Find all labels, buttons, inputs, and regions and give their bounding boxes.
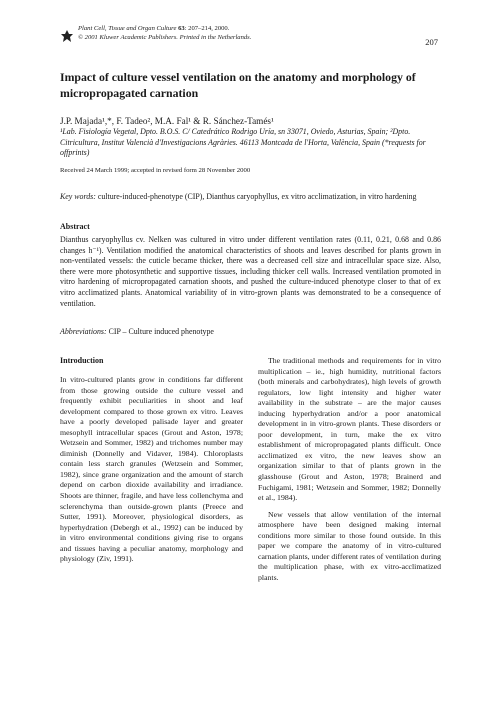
journal-name: Plant Cell, Tissue and Organ Culture — [78, 25, 177, 32]
abbreviations-label: Abbreviations: — [60, 327, 107, 336]
abstract-text: Dianthus caryophyllus cv. Nelken was cultured in vitro under different ventilation rates (0.11, 0.21, 0.68 and 0.86 changes h⁻¹). Ventilation modified the anatomical characteristics of shoots and leaves described for plants grown in non-ventilated vessels: the cuticle became thicker, there was a decreased cell size and intracellular space size. Also, there were more photosynthetic and supportive tissues, including thicker cell walls. Increased ventilation promoted in vitro hardening of micropropagated carnation shoots, and pushed the culture-induced phenotype closer to that of ex vitro acclimatized plants. Anatomical variability of in vitro-grown plants was demonstrated to be a consequence of ventilation. — [60, 235, 441, 308]
introduction-heading: Introduction — [60, 356, 104, 365]
keywords — [60, 192, 440, 202]
page-number: 207 — [425, 37, 438, 47]
article-title: Impact of culture vessel ventilation on the anatomy and morphology of micropropagated carnation — [60, 70, 416, 100]
intro-paragraph-3: New vessels that allow ventilation of the internal atmosphere have been designed making internal conditions more similar to those found outside. In this paper we compare the anatomy of in vitro-cultured carnation plants, under different rates of ventilation during the multiplication phase, with ex vitro-acclimatized plants. — [258, 509, 441, 582]
journal-header — [78, 25, 251, 42]
intro-paragraph-1: In vitro-cultured plants grow in conditions far different from those growing outside the culture vessel and frequently exhibit peculiarities in shoot and leaf development compared to those grown ex vitro. Leaves have a poorly developed palisade layer and greater mesophyll intracellular spaces (Grout and Aston, 1978; Wetzsein and Sommer, 1982) and trichomes number may diminish (Donnelly and Vidaver, 1984). Chloroplasts contain less starch granules (Wetzsein and Sommer, 1982), since grane organization and the amount of starch depend on carbon dioxide availability and irradiance. Shoots are thinner, fragile, and have less collenchyma and sclerenchyma than outside-grown plants (Preece and Sutter, 1991). Moreover, physiological disorders, as hyperhydration (Debergh et al., 1992) can be induced by in vitro environmental conditions giving rise to organs and tissues having a peculiar anatomy, morphology and physiology (Ziv, 1991). — [60, 375, 243, 564]
body-column-right — [258, 356, 441, 583]
journal-pages: : 207–214, 2000. — [184, 25, 230, 32]
publisher-logo-icon — [60, 29, 74, 43]
abbreviations-text: CIP – Culture induced phenotype — [108, 327, 214, 336]
author-list: J.P. Majada¹,*, F. Tadeo², M.A. Fal¹ & R. Sánchez-Tamés¹ — [60, 116, 274, 126]
abbreviations — [60, 327, 214, 336]
intro-paragraph-2: The traditional methods and requirements for in vitro multiplication – ie., high humidity, nutritional factors (both minerals and carbohydrates), high levels of growth regulators, low light intensity and higher water availability in the substrate – are the major causes inducing hyperhydration and/or a poor anatomical development in in vitro-grown plants. These disorders or poor development, in turn, make the ex vitro establishment of micropropagated plants difficult. Once acclimatized ex vitro, the new leaves show an organization similar to that of plants grown in the glasshouse (Grout and Aston, 1978; Brainerd and Fuchigami, 1981; Wetzsein and Sommer, 1982; Donnelly et al., 1984). — [258, 356, 441, 503]
keywords-label: Key words: — [60, 192, 96, 201]
copyright-line: © 2001 Kluwer Academic Publishers. Printed in the Netherlands. — [78, 33, 252, 41]
received-dates: Received 24 March 1999; accepted in revised form 28 November 2000 — [60, 167, 251, 174]
journal-volume: 63 — [178, 25, 185, 32]
body-column-left — [60, 375, 243, 565]
affiliation: ¹Lab. Fisiología Vegetal, Dpto. B.O.S. C/ Catedrático Rodrigo Uría, sn 33071, Oviedo, Asturias, Spain; ²Dpto. Citricultura, Institut Valencià d'Investigacions Agràries. 46113 Montcada de l'Horta, València, Spain (*requests for offprints) — [60, 127, 426, 157]
abstract-heading: Abstract — [60, 222, 90, 231]
keywords-text: culture-induced-phenotype (CIP), Dianthus caryophyllus, ex vitro acclimatization, in vitro hardening — [97, 192, 417, 201]
